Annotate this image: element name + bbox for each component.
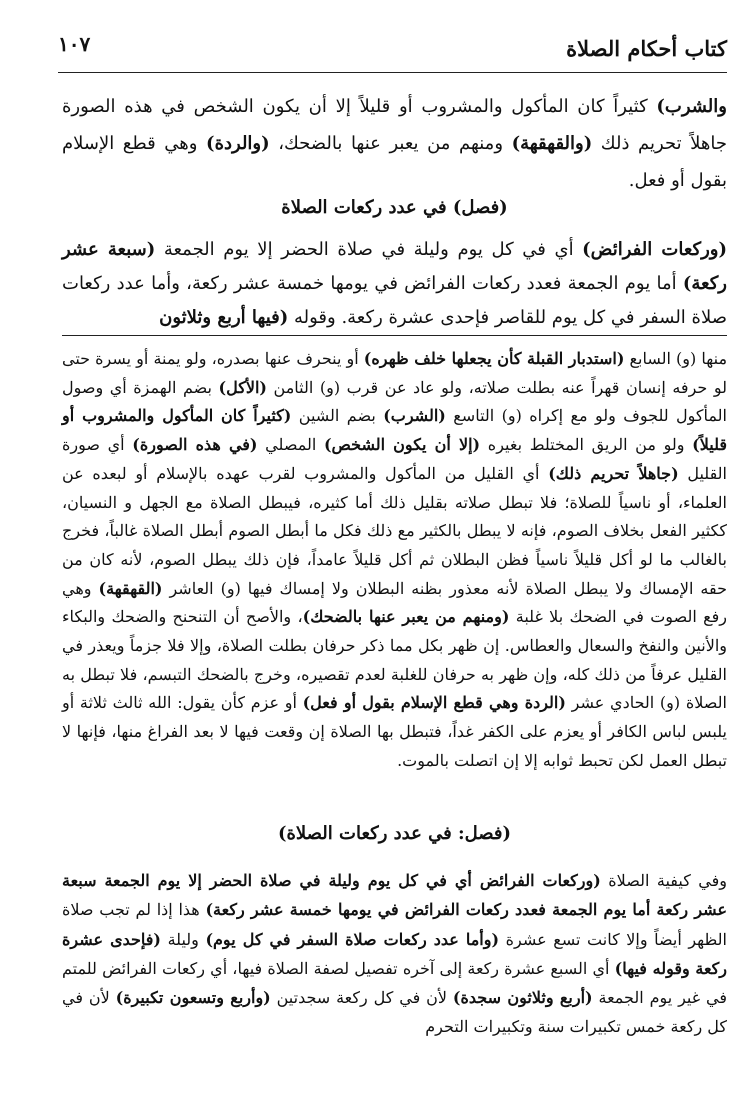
bold-quoted-text: (إلا أن يكون الشخص): [323, 435, 481, 455]
text-run: أي القليل من المأكول والمشروب لقرب عهده بالإسلام أو لبعده عن العلماء، أو ناسياً للصلاة؛ فلا تبطل صلاته بقليل ذلك أما كثيره، فيبطل الصلاة مع الجهل و النسيان، ككثير الفعل بخلاف الصوم، فإنه لا يبطل بالكثير مع ذلك فكل ما أبطل الصوم أبطل الصلاة غالباً، فخرج بالغالب ما لو أكل قليلاً ناسياً فظن البطلان ثم أكل قليلاً عامداً، فإن ذلك يبطل الصوم، لأنه كان من حقه الإمساك ولا يبطل الصلاة لأنه معذور بظنه البطلان ولا إمساك فيها (و) العاشر: [62, 463, 727, 598]
page-number: ١٠٧: [58, 32, 91, 56]
text-run: ولو من الريق المختلط بغيره: [480, 435, 693, 455]
text-run: بضم الشين: [291, 406, 384, 426]
bold-quoted-text: (القهقهة): [98, 578, 163, 598]
main-text-block-2: [62, 233, 727, 335]
main-paragraph-2: [62, 233, 727, 335]
bold-quoted-text: (فإحدى عشرة ركعة وقوله فيها): [62, 929, 728, 978]
bold-quoted-text: (أربع وثلاثون سجدة): [452, 988, 593, 1008]
text-run: لأن في كل ركعة خمس تكبيرات سنة وتكبيرات التحرم: [62, 988, 727, 1037]
text-run: منها (و) السابع: [624, 349, 728, 368]
bold-quoted-text: (سبعة عشر ركعة): [62, 239, 727, 294]
text-run: لأن في كل ركعة سجدتين: [270, 988, 453, 1008]
text-run: المصلي: [257, 435, 324, 455]
text-run: وهي رفع الصوت في الضحك بلا غلبة: [62, 578, 728, 627]
page-header: [58, 22, 727, 73]
text-run: أي في كل يوم وليلة في صلاة الحضر إلا يوم الجمعة: [155, 239, 583, 260]
text-run: أي صورة القليل: [62, 435, 727, 483]
bold-quoted-text: (الأكل): [218, 377, 267, 397]
bold-quoted-text: (الردة وهي قطع الإسلام بقول أو فعل): [302, 693, 566, 713]
bold-quoted-text: (في هذه الصورة): [132, 435, 258, 455]
text-run: كثيراً كان المأكول والمشروب أو قليلاً إلا أن يكون الشخص في هذه الصورة جاهلاً تحريم ذلك: [62, 96, 727, 154]
text-run: ، والأصح أن التنحنح والضحك والبكاء والأنين والنفخ والسعال والعطاس. إن ظهر بكل مما ذكر حرفان بطلت الصلاة، وإلا فلا جزماً ويعذر في القليل عرفاً من ذلك كله، وإن ظهر به حرفان للغلبة لعدم تقصيره، وخرج بالضحك التبسم، فلا تبطل به الصلاة (و) الحادي عشر: [62, 607, 727, 713]
commentary-block-2: [62, 866, 727, 1042]
commentary-paragraph-2: [62, 866, 727, 1042]
bold-quoted-text: (وركعات الفرائض): [582, 239, 727, 260]
text-run: أو عزم كأن يقول: الله ثالث ثلاثة أو يلبس لباس الكافر أو يعزم على الكفر غداً، فتبطل بها الصلاة إن وقعت فيها لا بعد الفراغ منها، فإنها لا تبطل العمل لكن تحبط ثوابه إلا إن اتصلت بالموت.: [62, 693, 727, 770]
text-run: أو ينحرف عنها بصدره، ولو يمنة أو يسرة حتى لو حرفه إنسان قهراً عنه بطلت صلاته، ولو عاد عن قرب (و) الثامن: [62, 349, 727, 397]
main-text-block: [62, 88, 727, 199]
bold-quoted-text: (والردة): [206, 133, 270, 154]
section-heading-commentary: (فصل: في عدد ركعات الصلاة): [277, 823, 512, 844]
section-heading-main: (فصل) في عدد ركعات الصلاة: [281, 197, 508, 218]
bold-quoted-text: (استدبار القبلة كأن يجعلها خلف ظهره): [363, 349, 625, 368]
bold-quoted-text: (فيها أربع وثلاثون: [159, 307, 289, 328]
bold-quoted-text: (الشرب): [383, 406, 446, 426]
bold-quoted-text: (وأما عدد ركعات صلاة السفر في كل يوم): [205, 929, 500, 949]
bold-quoted-text: (جاهلاً تحريم ذلك): [548, 463, 679, 483]
text-run: وهي قطع الإسلام بقول أو فعل.: [62, 133, 727, 191]
commentary-paragraph-1: [62, 345, 727, 776]
bold-quoted-text: (ومنهم من يعبر عنها بالضحك): [302, 607, 510, 627]
bold-quoted-text: (كثيراً كان المأكول والمشروب أو قليلاً): [62, 406, 728, 455]
footnote-divider: [62, 335, 727, 336]
bold-quoted-text: (وأربع وتسعون تكبيرة): [115, 988, 271, 1008]
bold-quoted-text: (والقهقهة): [511, 133, 593, 154]
commentary-block: [62, 345, 727, 776]
running-title: كتاب أحكام الصلاة: [566, 36, 727, 61]
main-paragraph-1: [62, 88, 727, 199]
text-run: وليلة: [161, 929, 206, 949]
bold-quoted-text: والشرب): [656, 96, 727, 117]
text-run: ومنهم من يعبر عنها بالضحك،: [269, 133, 512, 154]
text-run: أما يوم الجمعة فعدد ركعات الفرائض في يومها خمسة عشر ركعة، وأما عدد ركعات صلاة السفر في كل يوم للقاصر فإحدى عشرة ركعة. وقوله: [62, 273, 727, 328]
text-run: بضم الهمزة أي وصول المأكول للجوف ولو مع إكراه (و) التاسع: [62, 377, 727, 426]
text-run: هذا إذا لم تجب صلاة الظهر أيضاً وإلا كانت تسع عشرة: [62, 900, 727, 949]
bold-quoted-text: (وركعات الفرائض أي في كل يوم وليلة في صلاة الحضر إلا يوم الجمعة سبعة عشر ركعة أما يوم الجمعة فعدد ركعات الفرائض في يومها خمسة عشر ركعة): [62, 871, 727, 920]
text-run: وفي كيفية الصلاة: [600, 871, 727, 890]
text-run: أي السبع عشرة ركعة إلى آخره تفصيل لصفة الصلاة فيها، أي ركعات الفرائض للمتم في غير يوم الجمعة: [62, 958, 727, 1008]
